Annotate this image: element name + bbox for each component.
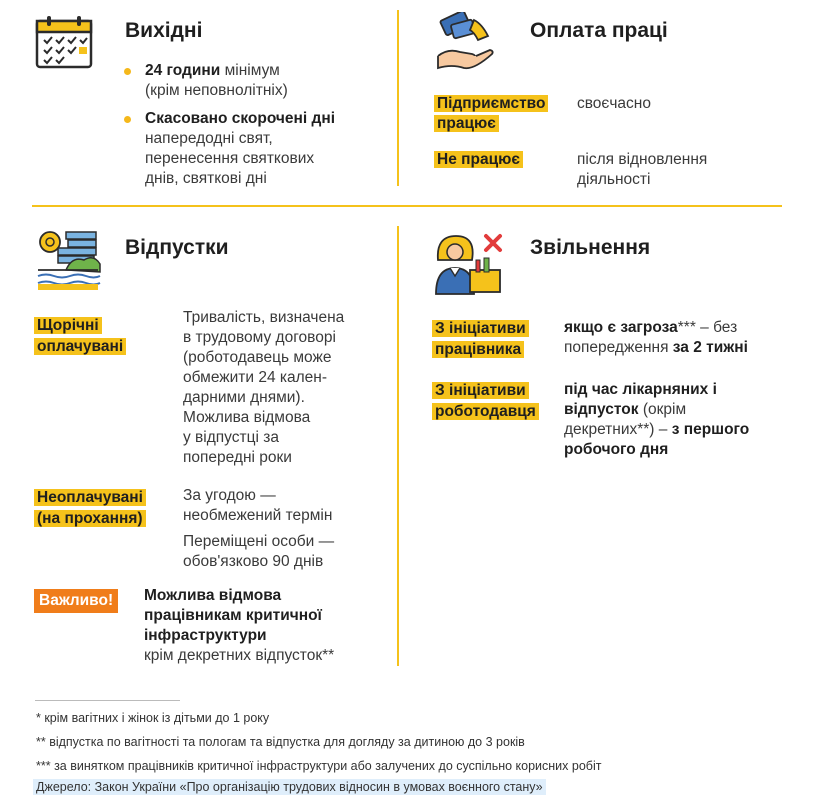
important-bold-line: інфраструктури <box>144 627 267 644</box>
vacations-label-line: Щорічні <box>34 317 102 334</box>
divider-vertical-bottom <box>397 226 399 666</box>
weekends-item-1 <box>145 61 385 101</box>
vacations-label-line: оплачувані <box>34 338 126 355</box>
vacations-annual-line: Можлива відмова <box>183 409 311 426</box>
pay-value-after-restore <box>577 150 777 190</box>
vacations-label-line: Неоплачувані <box>34 489 146 506</box>
footnote-1: * крім вагітних і жінок із дітьми до 1 року <box>36 711 270 725</box>
pay-label-line: Не працює <box>434 151 523 168</box>
vacations-annual-line: (роботодавець може <box>183 349 332 366</box>
weekends-title: Вихідні <box>125 19 203 42</box>
vacations-annual-text <box>183 308 393 468</box>
weekends-item-2-bold: Скасовано скорочені дні <box>145 110 336 127</box>
vacations-displaced-line: Переміщені особи — <box>183 533 335 550</box>
dismissal-employer-bold: відпусток <box>564 401 639 418</box>
bullet-dot <box>124 116 131 123</box>
important-bold-line: Можлива відмова <box>144 587 282 604</box>
dismissal-label-employer <box>432 380 539 422</box>
vacations-label-unpaid <box>34 487 146 529</box>
beach-icon <box>36 226 102 292</box>
calendar-icon <box>35 15 93 69</box>
dismissal-employer-rest: (окрім <box>638 401 687 418</box>
weekends-item-2 <box>145 109 395 189</box>
dismissal-employee-bold: за 2 тижні <box>672 339 748 356</box>
vacations-annual-line: в трудовому договорі <box>183 329 336 346</box>
divider-horizontal <box>32 205 782 207</box>
weekends-item-2-line: напередодні свят, <box>145 130 273 147</box>
dismissal-label-line: З ініціативи <box>432 320 529 337</box>
dismissal-title: Звільнення <box>530 236 651 259</box>
pay-title: Оплата праці <box>530 19 668 42</box>
vacations-unpaid-text <box>183 486 393 526</box>
important-note: крім декретних відпусток** <box>144 647 335 664</box>
dismissal-label-line: роботодавця <box>432 403 539 420</box>
vacations-annual-line: у відпустці за <box>183 429 279 446</box>
pay-label-line: Підприємство <box>434 95 548 112</box>
vacations-displaced-text <box>183 532 393 572</box>
dismissal-label-employee <box>432 318 529 360</box>
weekends-item-1-rest: мінімум <box>220 62 280 79</box>
pay-value-line: діяльності <box>577 171 651 188</box>
pay-value-line: після відновлення <box>577 151 708 168</box>
dismissal-employer-text <box>564 380 804 460</box>
pay-label-enterprise-works <box>434 94 564 134</box>
dismissed-worker-icon <box>432 230 512 296</box>
important-bold-line: працівникам критичної <box>144 607 322 624</box>
important-text <box>144 586 394 666</box>
vacations-displaced-line: обов'язково 90 днів <box>183 553 324 570</box>
vacations-unpaid-line: необмежений термін <box>183 507 333 524</box>
weekends-item-1-note: (крім неповнолітніх) <box>145 82 288 99</box>
weekends-item-1-bold: 24 години <box>145 62 221 79</box>
vacations-annual-line: обмежити 24 кален- <box>183 369 328 386</box>
vacations-unpaid-line: За угодою — <box>183 487 276 504</box>
dismissal-employer-bold: робочого дня <box>564 441 669 458</box>
vacations-title: Відпустки <box>125 236 229 259</box>
vacations-label-line: (на прохання) <box>34 510 146 527</box>
dismissal-label-line: З ініціативи <box>432 382 529 399</box>
hand-money-icon <box>434 12 496 72</box>
footnote-3: *** за винятком працівників критичної інфраструктури або залучених до суспільно корисних робіт <box>36 759 602 773</box>
footnote-rule <box>35 700 180 701</box>
dismissal-employer-rest: декретних**) – <box>564 421 672 438</box>
pay-label-line: працює <box>434 115 499 132</box>
weekends-item-2-line: перенесення святкових <box>145 150 315 167</box>
dismissal-label-line: працівника <box>432 341 524 358</box>
vacations-annual-line: Тривалість, визначена <box>183 309 345 326</box>
dismissal-employee-text <box>564 318 804 358</box>
vacations-label-annual <box>34 315 126 357</box>
footnote-2: ** відпустка по вагітності та пологам та відпустка для догляду за дитиною до 3 років <box>36 735 525 749</box>
weekends-item-2-line: днів, святкові дні <box>145 170 267 187</box>
dismissal-employer-bold: під час лікарняних і <box>564 381 717 398</box>
important-badge: Важливо! <box>34 589 118 613</box>
source-note: Джерело: Закон України «Про організацію трудових відносин в умовах воєнного стану» <box>33 779 546 795</box>
dismissal-employee-rest: попередження <box>564 339 673 356</box>
divider-vertical-top <box>397 10 399 186</box>
pay-label-not-working <box>434 150 523 170</box>
vacations-annual-line: дарними днями). <box>183 389 305 406</box>
vacations-annual-line: попередні роки <box>183 449 292 466</box>
dismissal-employer-bold: з першого <box>671 421 750 438</box>
dismissal-employee-rest: *** – без <box>677 319 738 336</box>
dismissal-employee-bold: якщо є загроза <box>564 319 678 336</box>
pay-value-on-time: своєчасно <box>577 95 651 112</box>
bullet-dot <box>124 68 131 75</box>
